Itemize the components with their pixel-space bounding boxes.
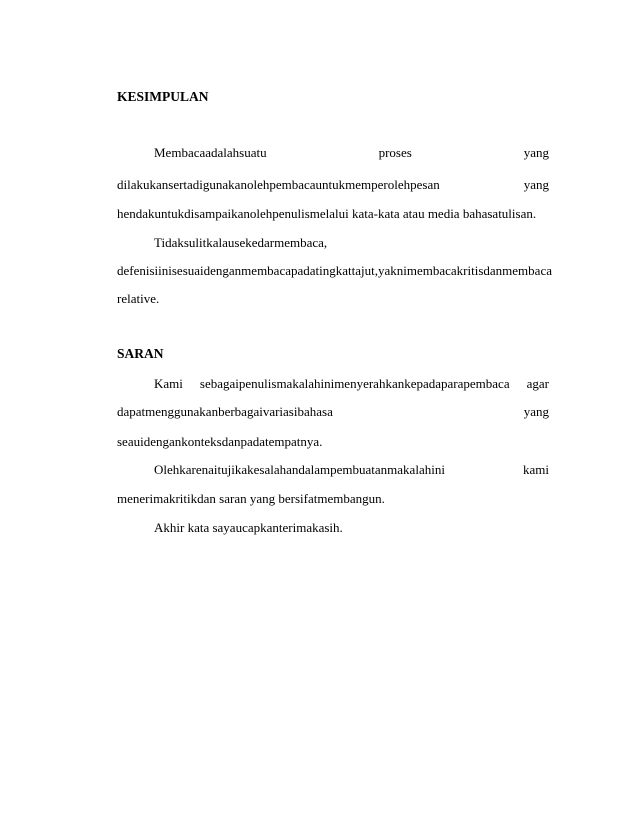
word: yang	[523, 177, 549, 192]
word: kami	[523, 462, 549, 477]
saran-line-1	[154, 376, 549, 392]
word: agar	[526, 376, 549, 391]
word: dapatmenggunakanberbagaivariasibahasa	[117, 404, 333, 419]
saran-line-5: menerimakritikdan saran yang bersifatmembangun.	[117, 491, 385, 506]
kesimpulan-line-1	[154, 145, 549, 161]
word: yaknimembacakritisdanmembaca	[378, 263, 552, 278]
kesimpulan-line-2	[117, 177, 549, 193]
heading-saran: SARAN	[117, 346, 164, 361]
word: sebagaipenulismakalahinimenyerahkankepadaparapembaca	[199, 376, 510, 391]
word: Membacaadalahsuatu	[154, 145, 267, 160]
kesimpulan-line-3: hendakuntukdisampaikanolehpenulismelalui kata-kata atau media bahasatulisan.	[117, 206, 537, 221]
word: dilakukansertadigunakanolehpembacauntukmemperolehpesan	[117, 177, 440, 192]
word: Kami	[154, 376, 183, 391]
saran-line-3: seauidengankonteksdanpadatempatnya.	[117, 434, 323, 449]
saran-line-2	[117, 404, 549, 420]
word: defenisiinisesuaidenganmembacapadatingkattajut,	[117, 263, 378, 278]
kesimpulan-line-5	[117, 263, 552, 279]
kesimpulan-line-4: Tidaksulitkalausekedarmembaca,	[154, 235, 328, 250]
word: yang	[523, 145, 549, 160]
kesimpulan-line-6: relative.	[117, 291, 160, 306]
word: Olehkarenaitujikakesalahandalampembuatanmakalahini	[154, 462, 445, 477]
saran-line-6: Akhir kata sayaucapkanterimakasih.	[154, 520, 343, 535]
saran-line-4	[154, 462, 549, 478]
heading-kesimpulan: KESIMPULAN	[117, 89, 209, 104]
word: proses	[378, 145, 412, 160]
word: yang	[523, 404, 549, 419]
